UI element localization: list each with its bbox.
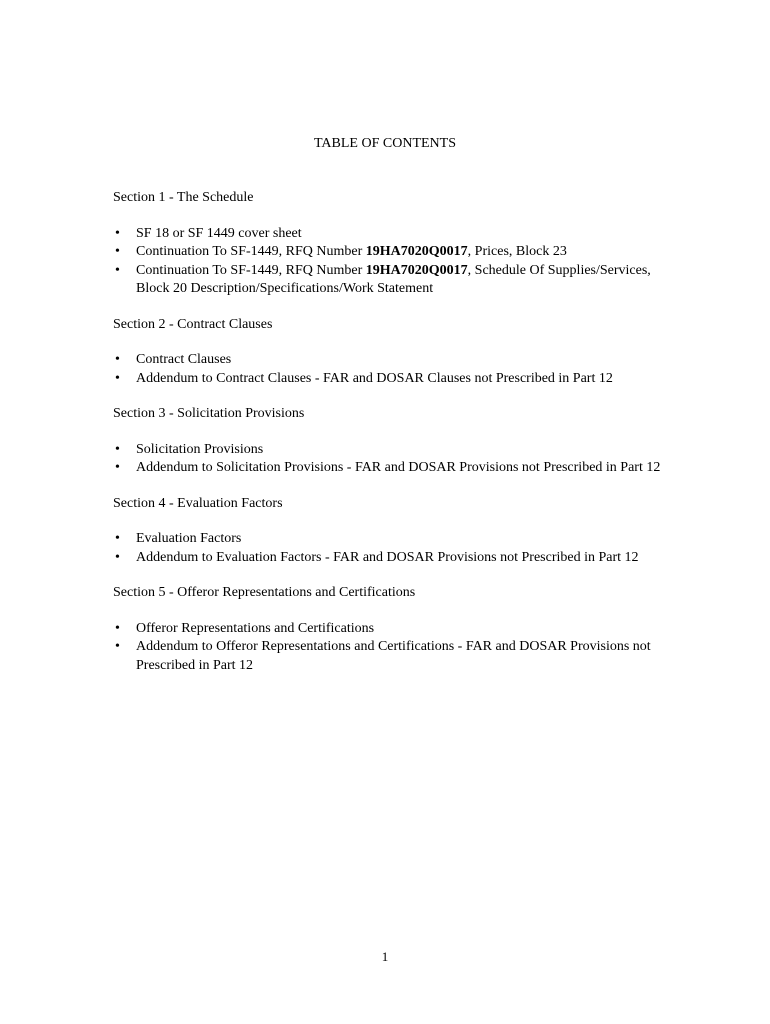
section-item-list: [113, 530, 673, 567]
section-heading: Section 5 - Offeror Representations and Certifications: [113, 585, 416, 600]
bullet-icon: •: [115, 441, 120, 457]
bullet-icon: •: [115, 262, 120, 278]
text-run: Evaluation Factors: [136, 531, 242, 546]
section-item-list: [113, 441, 673, 478]
section-heading: Section 2 - Contract Clauses: [113, 316, 273, 332]
text-run: , Prices, Block 23: [467, 244, 567, 259]
text-run: Addendum to Offeror Representations and Certifications - FAR and DOSAR Provisions not Prescribed in Part 12: [136, 639, 651, 673]
list-item: [113, 225, 673, 244]
rfq-number: 19HA7020Q0017: [365, 262, 468, 278]
text-run: SF 18 or SF 1449 cover sheet: [136, 225, 302, 241]
bullet-icon: •: [115, 639, 120, 654]
text-run: Continuation To SF-1449, RFQ Number: [136, 244, 366, 259]
list-item-text: [136, 621, 374, 636]
text-run: Offeror Representations and Certifications: [136, 620, 375, 636]
list-item-text: [136, 550, 639, 565]
text-run: Addendum to Evaluation Factors - FAR and DOSAR Provisions not Prescribed in Part 12: [136, 549, 639, 565]
list-item-text: [136, 460, 660, 475]
bullet-icon: •: [115, 549, 120, 565]
text-run: Addendum to Solicitation Provisions - FAR and DOSAR Provisions not Prescribed in Part 12: [136, 460, 661, 475]
list-item: [113, 370, 673, 389]
list-item: [113, 262, 673, 299]
toc-section-3: [113, 405, 673, 478]
list-item: [113, 459, 673, 478]
section-heading: Section 4 - Evaluation Factors: [113, 495, 283, 511]
page-number: 1: [381, 949, 389, 964]
section-heading: Section 1 - The Schedule: [113, 190, 254, 205]
bullet-icon: •: [115, 620, 120, 636]
bullet-icon: •: [115, 244, 120, 259]
section-item-list: [113, 351, 673, 388]
list-item: [113, 441, 673, 460]
bullet-icon: •: [115, 460, 120, 475]
bullet-icon: •: [115, 370, 120, 386]
list-item-text: [136, 639, 651, 673]
list-item-text: [136, 244, 567, 259]
list-item: [113, 549, 673, 568]
toc-section-2: [113, 316, 673, 389]
list-item: [113, 351, 673, 370]
text-run: Contract Clauses: [136, 352, 232, 367]
list-item-text: [136, 263, 651, 297]
bullet-icon: •: [115, 531, 120, 546]
toc-section-4: [113, 495, 673, 568]
list-item-text: [136, 226, 302, 241]
text-run: Continuation To SF-1449, RFQ Number: [136, 262, 366, 278]
toc-section-1: [113, 189, 673, 299]
list-item: [113, 530, 673, 549]
list-item-text: [136, 531, 241, 546]
toc-section-5: [113, 584, 673, 675]
list-item: [113, 243, 673, 262]
list-item-text: [136, 442, 263, 457]
bullet-icon: •: [115, 225, 120, 241]
section-item-list: [113, 225, 673, 299]
bullet-icon: •: [115, 352, 120, 367]
rfq-number: 19HA7020Q0017: [365, 244, 468, 259]
section-heading: Section 3 - Solicitation Provisions: [113, 406, 305, 421]
list-item-text: [136, 352, 231, 367]
page-title: TABLE OF CONTENTS: [314, 136, 456, 151]
section-item-list: [113, 620, 673, 676]
list-item: [113, 620, 673, 639]
text-run: Solicitation Provisions: [136, 441, 264, 457]
toc-content: [113, 189, 673, 692]
text-run: , Schedule Of Supplies/Services, Block 20 Description/Specifications/Work Statement: [136, 262, 651, 296]
text-run: Addendum to Contract Clauses - FAR and DOSAR Clauses not Prescribed in Part 12: [136, 370, 613, 386]
list-item: [113, 638, 673, 675]
list-item-text: [136, 371, 613, 386]
